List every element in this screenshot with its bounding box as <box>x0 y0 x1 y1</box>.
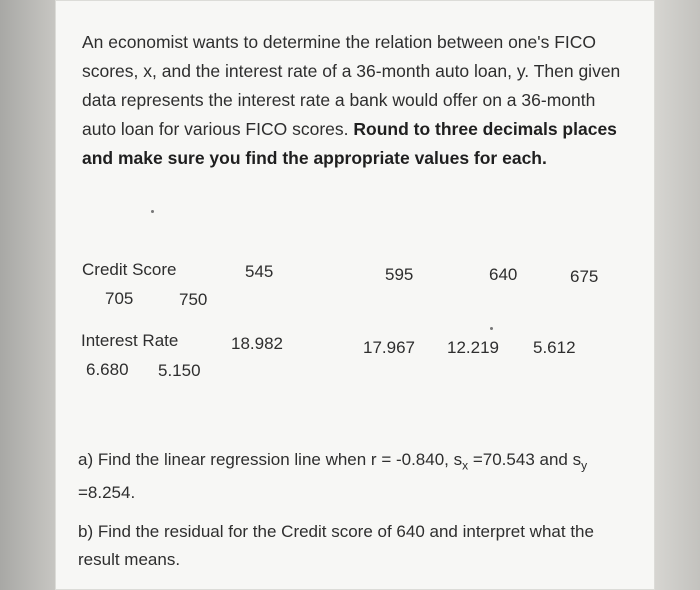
interest-rate-value: 12.219 <box>447 338 499 357</box>
credit-score-value: 595 <box>385 265 414 284</box>
background-left <box>0 0 55 590</box>
worksheet-page <box>55 0 655 590</box>
interest-rate-value: 5.150 <box>158 361 201 380</box>
credit-score-value: 675 <box>570 267 599 286</box>
credit-score-value: 545 <box>245 262 274 281</box>
credit-score-value: 750 <box>179 290 208 309</box>
interest-rate-label: Interest Rate <box>81 331 179 350</box>
stray-mark <box>490 327 493 330</box>
question-b: b) Find the residual for the Credit score of 640 and interpret what the result means. <box>78 522 594 569</box>
subscript-x: x <box>462 458 469 473</box>
interest-rate-value: 17.967 <box>363 338 415 357</box>
credit-score-value: 640 <box>489 265 518 284</box>
interest-rate-value: 6.680 <box>86 360 129 379</box>
credit-score-value: 705 <box>105 289 134 308</box>
problem-instruction: Round to three decimals places and make sure you find the appropriate values for each. <box>82 119 617 168</box>
interest-rate-value: 5.612 <box>533 338 576 357</box>
problem-text: An economist wants to determine the relation between one's FICO scores, x, and the interest rate of a 36-month auto loan, y. Then given data represents the interest rate a bank would offer on a 36-month auto loan for various FICO scores. <box>82 32 621 139</box>
stray-mark <box>151 210 154 213</box>
question-a: a) Find the linear regression line when r = -0.840, $s_x =70.543$ and $s_y =8.254$. <box>78 450 588 503</box>
background-right <box>655 0 700 590</box>
problem-statement <box>82 28 627 173</box>
subscript-y: y <box>581 458 588 473</box>
credit-score-label: Credit Score <box>82 260 177 279</box>
interest-rate-value: 18.982 <box>231 334 283 353</box>
